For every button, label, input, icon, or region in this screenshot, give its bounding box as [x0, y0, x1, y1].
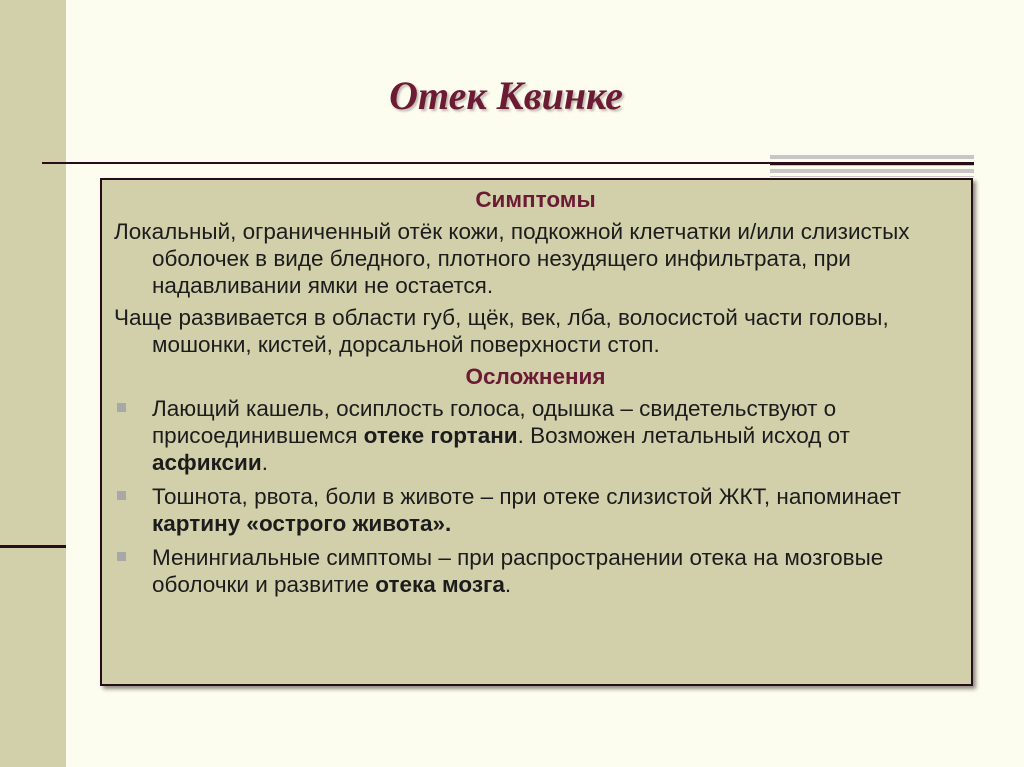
complication-text: Тошнота, рвота, боли в животе – при отеке слизистой ЖКТ, напоминает [152, 484, 902, 509]
complication-item-meningeal [114, 544, 957, 598]
complication-emphasis: отеке гортани [363, 423, 518, 448]
complication-item-gi [114, 483, 957, 537]
content-box [100, 178, 973, 686]
complication-item-larynx [114, 395, 957, 476]
complication-text: Менингиальные симптомы – при распространении отека на мозговые оболочки и развитие [152, 545, 884, 597]
left-sidebar [0, 0, 66, 767]
complication-emphasis: отека мозга [375, 572, 505, 597]
symptoms-heading: Симптомы [475, 187, 596, 212]
complication-emphasis: картину «острого живота». [152, 511, 452, 536]
complication-text: . [261, 450, 268, 475]
sidebar-divider [0, 545, 66, 548]
complication-text: . Возможен летальный исход от [517, 423, 850, 448]
complication-text: . [504, 572, 512, 597]
complication-emphasis: асфиксии [152, 450, 262, 475]
slide-title: Отек Квинке [389, 73, 623, 118]
bullet-square-icon [117, 552, 126, 561]
decorative-stripes [770, 155, 974, 177]
symptoms-paragraph-1: Локальный, ограниченный отёк кожи, подкожной клетчатки и/или слизистых оболочек в виде бледного, плотного незудящего инфильтрата, при надавливании ямки не остается. [114, 219, 910, 298]
stripes-rule [770, 162, 974, 165]
symptoms-paragraph-2: Чаще развивается в области губ, щёк, век, лба, волосистой части головы, мошонки, кистей, дорсальной поверхности стоп. [114, 305, 889, 357]
bullet-square-icon [117, 491, 126, 500]
complications-heading: Осложнения [465, 364, 606, 389]
bullet-square-icon [117, 403, 126, 412]
complication-text: Лающий кашель, осиплость голоса, одышка – свидетельствуют о присоединившемся [152, 396, 837, 448]
